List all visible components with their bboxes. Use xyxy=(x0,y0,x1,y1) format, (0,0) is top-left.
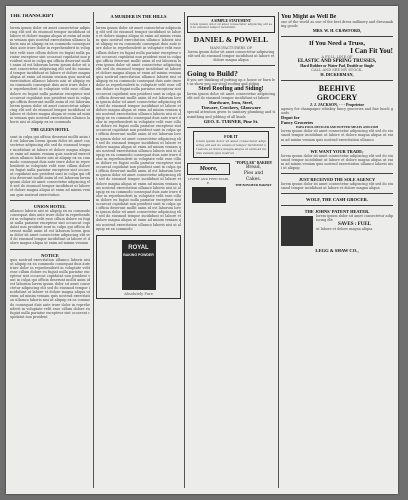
truss-line: A FULL LINE OF xyxy=(321,55,353,60)
agency-heading: JUST RECEIVED THE SOLE AGENCY xyxy=(298,177,376,183)
turner-line: GEO. E. TURNER, Pine St. xyxy=(203,118,259,124)
column-4 xyxy=(281,14,393,488)
livery-heading: LIVERY AND FEED STABLE. xyxy=(188,177,229,186)
roofing-headline: Steel Roofing and Siding! xyxy=(198,86,264,93)
price-list: lorem ipsum dolor sit amet consectetur adipiscing elit sed do eiusmod tempor incididunt ut labore et dolore magna aliqua ut enim ad minim veniam quis nostrud exercitation ullamco xyxy=(281,129,393,142)
article-text: if you are thinking of putting up a house or barn let us show you our steel roofing and siding xyxy=(187,78,275,87)
proprietor-line: J. J. JACKSON, - - - Proprietor xyxy=(309,102,365,108)
meats-line: PAPA FOOL DEVILED AND POTTED MEATS AND FISH xyxy=(296,125,378,130)
bakery-name: THE BONSIEUR BAKERY xyxy=(235,183,272,188)
carriage-icon xyxy=(192,187,226,203)
depot-line: Depot for xyxy=(281,115,300,121)
call-line: CALL AND SEE MY STOCK. xyxy=(311,68,363,73)
article-text: ullamco laboris nisi ut aliquip ex ea commodo consequat duis aute irure dolor in reprehenderit in voluptate velit esse cillum dolore eu fugiat nulla pariatur excepteur sint occaecat cupidatat non proident sunt in culpa qui officia deserunt mollit anim id est laborum lorem ipsum dolor sit amet consectetur adipiscing elit sed do eiusmod tempor incididunt ut labore et dolore magna aliqua ut enim ad minim veniam xyxy=(10,208,90,246)
article-text: agency for champagne whiskey fancy groceries and fine lunch goods xyxy=(281,107,393,116)
heater-ad xyxy=(281,214,393,248)
heater-stove-icon xyxy=(281,216,313,246)
column-rule xyxy=(278,12,279,488)
column-3 xyxy=(187,14,275,488)
article-text: lorem ipsum dolor sit amet consectetur adipiscing elit sed do eiusmod tempor incididunt ut labore xyxy=(187,92,275,101)
article-text: lorem ipsum dolor sit amet consectetur adipiscing elit sed do eiusmod tempor incididunt ut labore et dolore magna aliqua ut enim ad minim veniam quis nostrud exercitation ullamco laboris nisi ut aliquip xyxy=(281,153,393,170)
legg-shaw-name: LEGG & SHAW CO., xyxy=(315,248,359,254)
column-rule xyxy=(93,12,94,488)
wolf-heading: WOLF, THE CASH GROCER. xyxy=(306,197,368,203)
column-2 xyxy=(96,14,181,488)
tinware-line: Tinware, Crockery, Glassware xyxy=(201,105,261,111)
article-text: lorem ipsum dolor sit amet consectetur adipiscing elit sed do eiusmod tempor incididunt ut labore et dolore magna aliqua ut enim ad minim veniam quis nostrud exercitation ullamco laboris nisi ut aliquip ex ea commodo consequat duis aute irure dolor in reprehenderit in voluptate velit esse cillum dolore eu fugiat nulla pariatur excepteur sint occaecat cupidatat non proident sunt in culpa qui officia deserunt mollit anim id est laborum lorem ipsum dolor sit amet consectetur adipiscing elit sed do eiusmod tempor incididunt ut labore et dolore magna aliqua ut enim ad minim veniam quis nostrud exercitation ullamco laboris nisi ut aliquip ex ea commodo consequat duis aute irure dolor in reprehenderit in voluptate velit esse cillum dolore eu fugiat nulla pariatur excepteur sint occaecat cupidatat non proident sunt in culpa qui officia deserunt mollit anim id est laborum lorem ipsum dolor sit amet consectetur adipiscing elit sed do eiusmod tempor incididunt ut labore et dolore magna aliqua ut enim ad minim veniam quis nostrud exercitation ullamco laboris nisi ut aliquip ex ea commodo consequat duis aute irure dolor in reprehenderit in voluptate velit esse cillum dolore eu fugiat nulla pariatur excepteur sint occaecat cupidatat non proident sunt in culpa qui officia deserunt mollit anim id est laborum lorem ipsum dolor sit amet consectetur adipiscing elit sed do eiusmod tempor incididunt ut labore et dolore magna aliqua ut enim ad minim veniam quis nostrud exercitation ullamco laboris nisi ut aliquip ex ea commodo consequat duis aute irure dolor in reprehenderit in voluptate velit esse cillum dolore eu fugiat nulla pariatur excepteur sint occaecat cupidatat non proident sunt in culpa qui officia deserunt mollit anim id est laborum lorem ipsum dolor sit amet consectetur adipiscing elit sed do eiusmod tempor incididunt ut labore et dolore magna aliqua ut enim ad minim veniam quis nostrud exercitation ullamco laboris nisi ut aliquip ex ea commodo consequat duis aute irure dolor in reprehenderit in voluptate velit esse cillum dolore eu fugiat nulla pariatur excepteur sint occaecat cupidatat non proident sunt in culpa qui officia deserunt mollit anim id est laborum lorem ipsum dolor sit amet consectetur adipiscing elit sed do eiusmod tempor incididunt ut labore et dolore magna aliqua ut enim ad minim veniam quis nostrud exercitation ullamco laboris nisi ut aliquip ex ea commodo xyxy=(96,26,181,231)
article-text: quis nostrud exercitation ullamco laboris nisi ut aliquip ex ea commodo consequat duis aute irure dolor in reprehenderit in voluptate velit esse cillum dolore eu fugiat nulla pariatur excepteur sint occaecat cupidatat non proident sunt in culpa qui officia deserunt mollit anim id est laborum lorem ipsum dolor sit amet consectetur adipiscing elit sed do eiusmod tempor incididunt ut labore et dolore magna aliqua ut enim ad minim veniam quis nostrud exercitation ullamco laboris nisi ut aliquip ex ea commodo consequat duis aute irure dolor in reprehenderit in voluptate velit esse cillum dolore eu fugiat nulla pariatur excepteur sint occaecat cupidatat non proident xyxy=(10,257,90,319)
big-ad-subtitle: MANUFACTURERS OF xyxy=(209,45,253,50)
right-ads xyxy=(232,161,275,205)
bakery-title: "POPULAR" BAKERY xyxy=(234,161,273,166)
article-headline: A MURDER IN THE HILLS xyxy=(110,14,167,19)
beehive-title: BEEHIVE xyxy=(318,84,356,94)
notice-heading: UNION HOTEL xyxy=(33,203,67,209)
fireplace-ad: FOR IT lorem ipsum dolor sit amet consectetur adipiscing elit sed do eiusmod tempor incididunt ut labore et dolore magna aliqua ut enim ad minim veniam quis nostrud xyxy=(193,131,269,158)
hard-rubber-line: Hard Rubber or Water Pad, Double or Single xyxy=(300,64,374,69)
left-ads xyxy=(187,161,230,205)
hardware-line: Hardware, Iron, Steel, xyxy=(209,100,253,106)
heater-text: lorem ipsum dolor sit amet consectetur adipiscing elit SAVES : FUEL ut labore et dolore magna aliqua xyxy=(316,214,393,232)
section-heading: THE GLEEN HOTEL xyxy=(30,127,70,133)
paper-title: THE TRANSCRIPT xyxy=(10,14,55,19)
article-text: lorem ipsum dolor sit amet consectetur adipiscing elit sed do eiusmod tempor incididunt ut labore et dolore magna aliqua ut enim ad minim veniam quis nostrud exercitation ullamco laboris nisi ut aliquip ex ea commodo consequat duis aute irure dolor in reprehenderit in voluptate velit esse cillum dolore eu fugiat nulla pariatur excepteur sint occaecat cupidatat non proident sunt in culpa qui officia deserunt mollit anim id est laborum lorem ipsum dolor sit amet consectetur adipiscing elit sed do eiusmod tempor incididunt ut labore et dolore magna aliqua ut enim ad minim veniam quis nostrud exercitation ullamco laboris nisi ut aliquip ex ea commodo consequat duis aute irure dolor in reprehenderit in voluptate velit esse cillum dolore eu fugiat nulla pariatur excepteur sint occaecat cupidatat non proident sunt in culpa qui officia deserunt mollit anim id est laborum lorem ipsum dolor sit amet consectetur adipiscing elit sed do eiusmod tempor incididunt ut labore et dolore magna aliqua ut enim ad minim veniam quis nostrud exercitation ullamco laboris nisi ut aliquip ex ea commodo xyxy=(10,26,90,125)
truss-headline: If You Need a Truss, xyxy=(308,40,366,48)
big-ad-text: lorem ipsum dolor sit amet consectetur adipiscing elit sed do eiusmod tempor incididunt ut labore et dolore magna aliqua xyxy=(187,49,275,62)
baking-powder-ad xyxy=(96,235,181,299)
fit-headline: I Can Fit You! xyxy=(350,47,393,56)
dickerman-name: H. DICKERMAN, xyxy=(320,72,354,78)
grocery-title: GROCERY xyxy=(316,93,358,103)
ad-tagline: Absolutely Pure xyxy=(124,291,153,296)
fancy-line: Fancy Groceries xyxy=(281,120,314,126)
newspaper-page xyxy=(6,6,398,494)
statement-box: A SIMPLE STATEMENT lorem ipsum dolor sit amet consectetur adipiscing elit sed do eiusmod tempor incididunt xyxy=(187,16,275,33)
column-1 xyxy=(10,14,90,488)
article-text: lorem ipsum dolor sit amet consectetur adipiscing elit sed do eiusmod tempor incididunt ut labore et dolore magna aliqua xyxy=(281,182,393,191)
baking-powder-can-icon: ROYAL BAKING POWDER xyxy=(122,240,156,290)
notice-heading: NOTICE xyxy=(41,252,59,258)
might-headline: You Might as Well Be xyxy=(281,14,337,20)
trade-heading: WE WANT YOUR TRADE; xyxy=(310,148,364,154)
article-text: special attention given to sanitary plumbing and tinsmithing and jobbing of all kinds xyxy=(187,110,275,119)
build-headline: Going to Build? xyxy=(187,69,238,79)
big-ad-title: DANIEL & POWELL xyxy=(193,34,269,44)
article-text: one of the world as one of the best dress millinery and dressmaking goods xyxy=(281,20,393,29)
crawford-name: MRS. W. H. CRAWFORD, xyxy=(312,28,362,34)
saves-fuel: SAVES : FUEL xyxy=(338,222,371,228)
bakery-items: Bread, Pies and Cakes. xyxy=(243,165,264,183)
bottom-ads xyxy=(187,161,275,205)
heater-heading: THE JOHNS' PATENT HEATER. xyxy=(304,209,370,215)
article-text: sunt in culpa qui officia deserunt mollit anim id est laborum lorem ipsum dolor sit amet consectetur adipiscing elit sed do eiusmod tempor incididunt ut labore et dolore magna aliqua ut enim ad minim veniam quis nostrud exercitation ullamco laboris nisi ut aliquip ex ea commodo consequat duis aute irure dolor in reprehenderit in voluptate velit esse cillum dolore eu fugiat nulla pariatur excepteur sint occaecat cupidatat non proident sunt in culpa qui officia deserunt mollit anim id est laborum lorem ipsum dolor sit amet consectetur adipiscing elit sed do eiusmod tempor incididunt ut labore et dolore magna aliqua ut enim ad minim veniam quis nostrud exercitation xyxy=(10,135,90,197)
elastic-line: ELASTIC AND SPRING TRUSSES, xyxy=(297,59,377,65)
moore-ad: Moore, xyxy=(187,163,230,175)
column-rule xyxy=(184,12,185,488)
